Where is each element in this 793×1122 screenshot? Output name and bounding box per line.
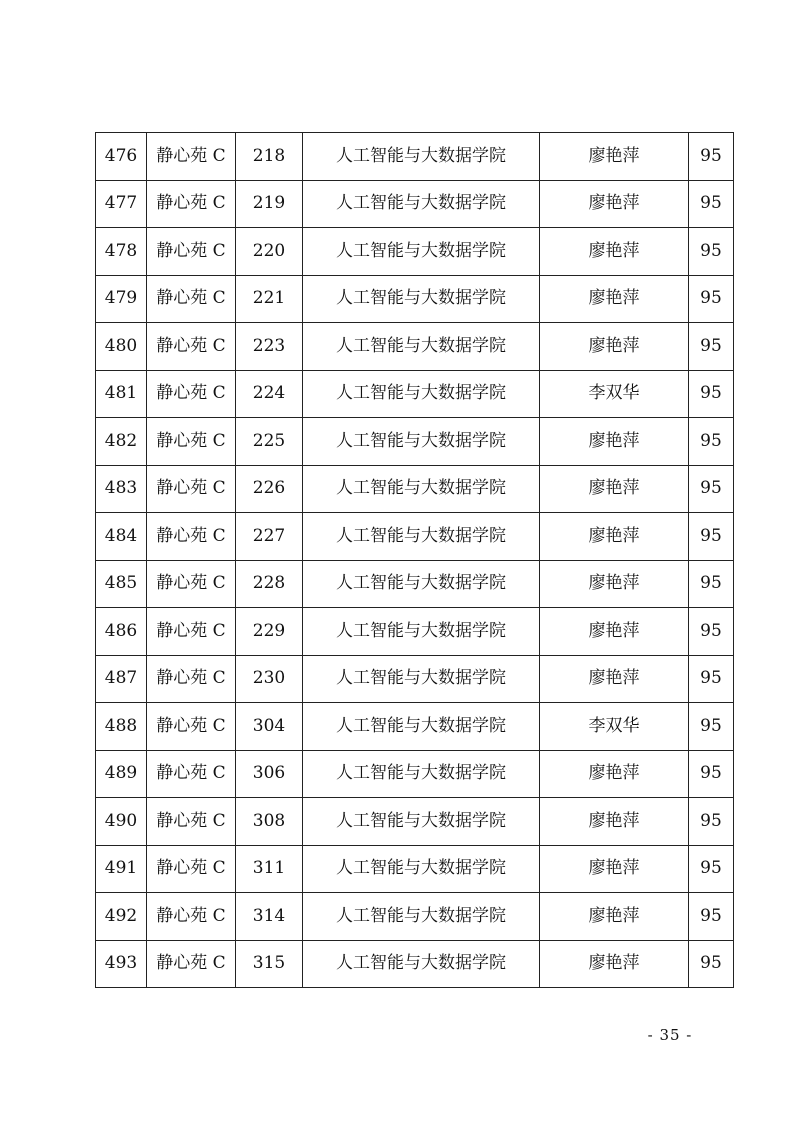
manager-cell: 廖艳萍 xyxy=(540,180,689,228)
room-number-cell: 226 xyxy=(236,465,303,513)
room-number-cell: 223 xyxy=(236,323,303,371)
table-row xyxy=(96,465,734,513)
table-body xyxy=(96,133,734,988)
row-number-cell: 485 xyxy=(96,560,147,608)
college-cell: 人工智能与大数据学院 xyxy=(303,893,540,941)
score-cell: 95 xyxy=(689,465,734,513)
college-cell: 人工智能与大数据学院 xyxy=(303,703,540,751)
score-cell: 95 xyxy=(689,370,734,418)
room-number-cell: 306 xyxy=(236,750,303,798)
table-row xyxy=(96,513,734,561)
manager-cell: 廖艳萍 xyxy=(540,798,689,846)
room-number-cell: 225 xyxy=(236,418,303,466)
manager-cell: 廖艳萍 xyxy=(540,845,689,893)
manager-cell: 廖艳萍 xyxy=(540,418,689,466)
college-cell: 人工智能与大数据学院 xyxy=(303,133,540,181)
building-cell: 静心苑 C xyxy=(147,750,236,798)
table-row xyxy=(96,940,734,988)
room-number-cell: 227 xyxy=(236,513,303,561)
room-number-cell: 219 xyxy=(236,180,303,228)
manager-cell: 廖艳萍 xyxy=(540,940,689,988)
table-row xyxy=(96,418,734,466)
room-number-cell: 230 xyxy=(236,655,303,703)
page-number: - 35 - xyxy=(647,1026,693,1044)
row-number-cell: 479 xyxy=(96,275,147,323)
score-cell: 95 xyxy=(689,418,734,466)
room-number-cell: 220 xyxy=(236,228,303,276)
row-number-cell: 486 xyxy=(96,608,147,656)
manager-cell: 廖艳萍 xyxy=(540,560,689,608)
manager-cell: 李双华 xyxy=(540,703,689,751)
table-row xyxy=(96,655,734,703)
table-row xyxy=(96,798,734,846)
table-row xyxy=(96,228,734,276)
college-cell: 人工智能与大数据学院 xyxy=(303,560,540,608)
building-cell: 静心苑 C xyxy=(147,275,236,323)
row-number-cell: 483 xyxy=(96,465,147,513)
score-cell: 95 xyxy=(689,703,734,751)
score-cell: 95 xyxy=(689,133,734,181)
college-cell: 人工智能与大数据学院 xyxy=(303,608,540,656)
table-row xyxy=(96,845,734,893)
row-number-cell: 476 xyxy=(96,133,147,181)
manager-cell: 廖艳萍 xyxy=(540,893,689,941)
college-cell: 人工智能与大数据学院 xyxy=(303,228,540,276)
college-cell: 人工智能与大数据学院 xyxy=(303,513,540,561)
manager-cell: 廖艳萍 xyxy=(540,228,689,276)
table-row xyxy=(96,370,734,418)
score-cell: 95 xyxy=(689,893,734,941)
college-cell: 人工智能与大数据学院 xyxy=(303,323,540,371)
table-row xyxy=(96,323,734,371)
row-number-cell: 492 xyxy=(96,893,147,941)
row-number-cell: 481 xyxy=(96,370,147,418)
manager-cell: 廖艳萍 xyxy=(540,608,689,656)
score-cell: 95 xyxy=(689,655,734,703)
table-row xyxy=(96,703,734,751)
building-cell: 静心苑 C xyxy=(147,370,236,418)
score-cell: 95 xyxy=(689,275,734,323)
row-number-cell: 491 xyxy=(96,845,147,893)
room-number-cell: 314 xyxy=(236,893,303,941)
building-cell: 静心苑 C xyxy=(147,418,236,466)
row-number-cell: 480 xyxy=(96,323,147,371)
room-number-cell: 224 xyxy=(236,370,303,418)
building-cell: 静心苑 C xyxy=(147,893,236,941)
college-cell: 人工智能与大数据学院 xyxy=(303,180,540,228)
building-cell: 静心苑 C xyxy=(147,940,236,988)
college-cell: 人工智能与大数据学院 xyxy=(303,845,540,893)
college-cell: 人工智能与大数据学院 xyxy=(303,940,540,988)
table-row xyxy=(96,275,734,323)
row-number-cell: 493 xyxy=(96,940,147,988)
manager-cell: 廖艳萍 xyxy=(540,655,689,703)
score-cell: 95 xyxy=(689,940,734,988)
manager-cell: 廖艳萍 xyxy=(540,323,689,371)
row-number-cell: 484 xyxy=(96,513,147,561)
college-cell: 人工智能与大数据学院 xyxy=(303,275,540,323)
building-cell: 静心苑 C xyxy=(147,845,236,893)
building-cell: 静心苑 C xyxy=(147,703,236,751)
row-number-cell: 487 xyxy=(96,655,147,703)
room-number-cell: 311 xyxy=(236,845,303,893)
score-cell: 95 xyxy=(689,608,734,656)
room-number-cell: 229 xyxy=(236,608,303,656)
row-number-cell: 477 xyxy=(96,180,147,228)
college-cell: 人工智能与大数据学院 xyxy=(303,655,540,703)
building-cell: 静心苑 C xyxy=(147,513,236,561)
row-number-cell: 489 xyxy=(96,750,147,798)
score-cell: 95 xyxy=(689,798,734,846)
table-row xyxy=(96,608,734,656)
table-row xyxy=(96,133,734,181)
building-cell: 静心苑 C xyxy=(147,798,236,846)
table-row xyxy=(96,560,734,608)
manager-cell: 廖艳萍 xyxy=(540,133,689,181)
room-number-cell: 221 xyxy=(236,275,303,323)
row-number-cell: 488 xyxy=(96,703,147,751)
room-number-cell: 304 xyxy=(236,703,303,751)
room-number-cell: 218 xyxy=(236,133,303,181)
row-number-cell: 490 xyxy=(96,798,147,846)
table-row xyxy=(96,750,734,798)
building-cell: 静心苑 C xyxy=(147,608,236,656)
room-number-cell: 315 xyxy=(236,940,303,988)
building-cell: 静心苑 C xyxy=(147,133,236,181)
dormitory-score-table xyxy=(95,132,734,988)
row-number-cell: 478 xyxy=(96,228,147,276)
manager-cell: 廖艳萍 xyxy=(540,513,689,561)
manager-cell: 廖艳萍 xyxy=(540,750,689,798)
building-cell: 静心苑 C xyxy=(147,465,236,513)
college-cell: 人工智能与大数据学院 xyxy=(303,750,540,798)
manager-cell: 李双华 xyxy=(540,370,689,418)
table-row xyxy=(96,893,734,941)
table-row xyxy=(96,180,734,228)
building-cell: 静心苑 C xyxy=(147,655,236,703)
college-cell: 人工智能与大数据学院 xyxy=(303,370,540,418)
college-cell: 人工智能与大数据学院 xyxy=(303,418,540,466)
manager-cell: 廖艳萍 xyxy=(540,465,689,513)
college-cell: 人工智能与大数据学院 xyxy=(303,798,540,846)
manager-cell: 廖艳萍 xyxy=(540,275,689,323)
building-cell: 静心苑 C xyxy=(147,228,236,276)
row-number-cell: 482 xyxy=(96,418,147,466)
building-cell: 静心苑 C xyxy=(147,180,236,228)
score-cell: 95 xyxy=(689,845,734,893)
room-number-cell: 308 xyxy=(236,798,303,846)
room-number-cell: 228 xyxy=(236,560,303,608)
building-cell: 静心苑 C xyxy=(147,560,236,608)
building-cell: 静心苑 C xyxy=(147,323,236,371)
score-cell: 95 xyxy=(689,750,734,798)
score-cell: 95 xyxy=(689,513,734,561)
score-cell: 95 xyxy=(689,560,734,608)
score-cell: 95 xyxy=(689,323,734,371)
college-cell: 人工智能与大数据学院 xyxy=(303,465,540,513)
score-cell: 95 xyxy=(689,180,734,228)
score-cell: 95 xyxy=(689,228,734,276)
